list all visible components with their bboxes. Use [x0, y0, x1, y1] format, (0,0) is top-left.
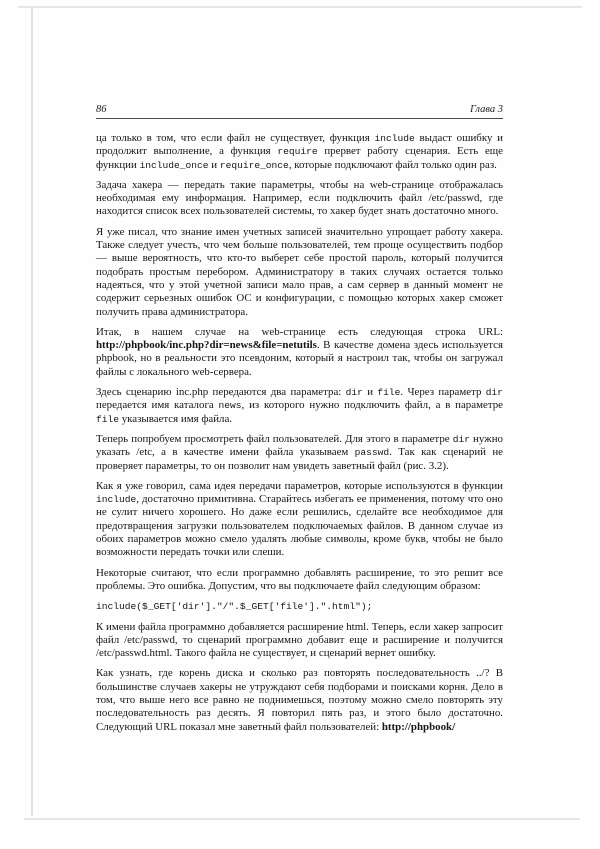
scan-edge-top	[18, 6, 582, 8]
text-run: указывается имя файла.	[119, 412, 233, 425]
code-term: require	[277, 146, 318, 158]
text-run: Здесь сценарию inc.php передаются два параметра:	[96, 386, 346, 399]
code-term: dir	[452, 433, 470, 445]
code-term: file	[377, 387, 401, 399]
code-term: dir	[345, 387, 363, 399]
url-text: http://phpbook/	[381, 720, 456, 733]
paragraph	[96, 132, 503, 172]
text-run: и	[208, 158, 220, 171]
code-term: dir	[485, 387, 503, 399]
running-head	[96, 104, 503, 119]
text-run: ца только в том, что если файл не существует, функция	[96, 132, 375, 144]
page-number: 86	[96, 104, 107, 115]
text-run: Некоторые считают, что если программно добавлять расширение, то это решит все проблемы. Это ошибка. Допустим, что вы подключаете файл следующим образом:	[96, 566, 503, 592]
text-run: Теперь попробуем просмотреть файл пользователей. Для этого в параметре	[96, 432, 453, 445]
code-term: passwd	[354, 447, 390, 459]
text-run: К имени файла программно добавляется расширение html. Теперь, если хакер запросит файл /etc/passwd, то сценарий программно добавит еще и расширение и получится /etc/passwd.html. Такого файла не существует, и сценарий вернет ошибку.	[96, 620, 503, 660]
code-line	[96, 600, 503, 613]
paragraph	[96, 621, 503, 661]
code-term: news	[218, 400, 242, 412]
text-run: Как узнать, где корень диска и сколько раз повторять последовательность ../? В большинстве случаев хакеры не утруждают себя подборами и поисками корня. Дело в том, что выше него все равно не поднимешься, поэтому можно смело повторять эту последовательность раз десять. Я повторил пять раз, и этого было достаточно. Следующий URL показал мне заветный файл пользователей:	[96, 667, 503, 733]
text-run: , из которого нужно подключить файл, а в параметре	[241, 399, 503, 412]
page-body	[96, 132, 503, 734]
text-run: передается имя каталога	[96, 399, 219, 412]
text-run: выдаст ошибку и продолжит выполнение, а функция	[96, 132, 503, 158]
text-run: Как я уже говорил, сама идея передачи параметров, которые используются в функции	[96, 479, 503, 492]
url-text: http://phpbook/inc.php?dir=news&file=netutils	[96, 339, 317, 352]
code-term: file	[96, 413, 119, 425]
text-run: include($_GET['dir']."/".$_GET['file'].".html");	[96, 601, 373, 613]
paragraph	[96, 567, 503, 594]
text-run: и	[362, 386, 378, 399]
paragraph	[96, 667, 503, 733]
chapter-heading: Глава 3	[470, 104, 503, 115]
text-run: прервет работу сценария. Есть еще функции	[96, 145, 503, 171]
text-run: Я уже писал, что знание имен учетных записей значительно упрощает работу хакера. Также следует учесть, что чем больше пользователей, тем проще осуществить подбор — выше вероятность, что кто-то выберет себе простой пароль, который получится подобрать простым перебором. Администратору в таких случаях остается только надеяться, что у этой учетной записи мало прав, а сам сервер в данный момент не содержит серьезных ошибок ОС и конфигурации, с помощью которых хакер сможет получить права администратора.	[96, 225, 503, 318]
paragraph	[96, 433, 503, 473]
code-term: include	[96, 494, 137, 506]
scan-edge-bottom	[24, 818, 580, 820]
paragraph	[96, 386, 503, 426]
paragraph	[96, 226, 503, 319]
text-run: Задача хакера — передать такие параметры, чтобы на web-странице отображалась необходимая ему информация. Например, если подключить файл /etc/passwd, где находится список всех пользователей системы, то хакер будет знать достаточно много.	[96, 178, 503, 218]
text-run: . Так как сценарий не проверяет параметры, то он позволит нам увидеть заветный файл (рис. 3.2).	[96, 446, 504, 472]
code-term: include_once	[139, 159, 209, 171]
code-term: include	[374, 133, 415, 144]
text-run: , достаточно примитивна. Старайтесь избегать ее применения, потому что оно не сулит ничего хорошего. Но даже если решились, сделайте все необходимое для предотвращения загрузки пользователем подключаемых файлов. В данном случае из обоих параметров можно смело удалять любые символы, кроме букв, чтобы не было возможности передать точки или слеши.	[96, 493, 503, 559]
paragraph	[96, 480, 503, 560]
code-term: require_once	[219, 159, 289, 171]
text-run: . В качестве домена здесь используется phpbook, но в реальности это псевдоним, который я настроил так, чтобы он загружал файлы с локального web-сервера.	[96, 339, 503, 378]
text-run: нужно указать /etc, а в качестве имени файла указываем	[96, 432, 503, 459]
text-run: . Через параметр	[400, 386, 486, 399]
text-run: Итак, в нашем случае на web-странице есть следующая строка URL:	[96, 325, 503, 338]
paragraph	[96, 179, 503, 219]
text-run: , которые подключают файл только один раз.	[288, 158, 497, 171]
page-content	[96, 104, 503, 741]
paragraph	[96, 326, 503, 379]
scan-edge-left	[31, 8, 33, 816]
